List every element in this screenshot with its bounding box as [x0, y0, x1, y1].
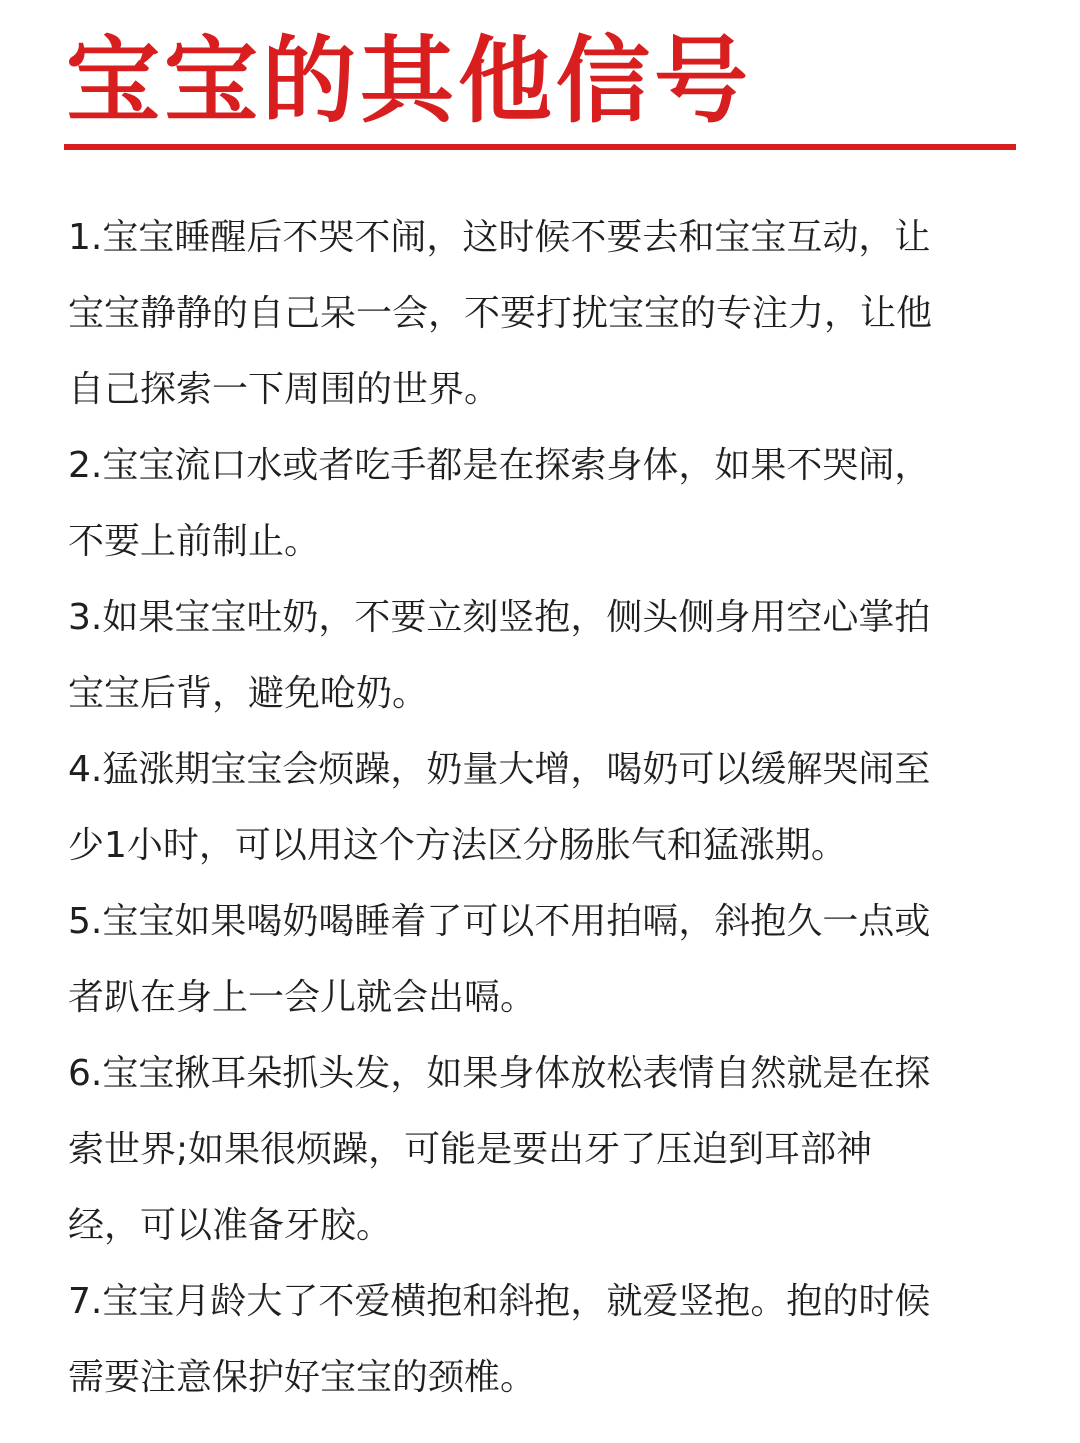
tip-item-2: 2.宝宝流口水或者吃手都是在探索身体，如果不哭闹， 不要上前制止。: [68, 445, 931, 562]
tip-item-4: 4.猛涨期宝宝会烦躁，奶量大增，喝奶可以缓解哭闹至 少1小时，可以用这个方法区分肠胀气和猛涨期。: [68, 749, 931, 866]
page-title: 宝宝的其他信号: [66, 27, 753, 136]
tip-item-1: 1.宝宝睡醒后不哭不闹，这时候不要去和宝宝互动，让 宝宝静静的自己呆一会，不要打扰宝宝的专注力，让他 自己探索一下周围的世界。: [68, 217, 933, 410]
tip-item-3: 3.如果宝宝吐奶，不要立刻竖抱，侧头侧身用空心掌拍 宝宝后背，避免呛奶。: [68, 597, 931, 714]
tips-list: [68, 200, 1008, 1416]
tip-item-7: 7.宝宝月龄大了不爱横抱和斜抱，就爱竖抱。抱的时候 需要注意保护好宝宝的颈椎。: [68, 1281, 931, 1398]
tip-item-5: 5.宝宝如果喝奶喝睡着了可以不用拍嗝，斜抱久一点或 者趴在身上一会儿就会出嗝。: [68, 901, 931, 1018]
tip-item-6: 6.宝宝揪耳朵抓头发，如果身体放松表情自然就是在探 索世界;如果很烦躁，可能是要出牙了压迫到耳部神 经，可以准备牙胶。: [68, 1053, 931, 1246]
title-divider: [64, 144, 1016, 150]
